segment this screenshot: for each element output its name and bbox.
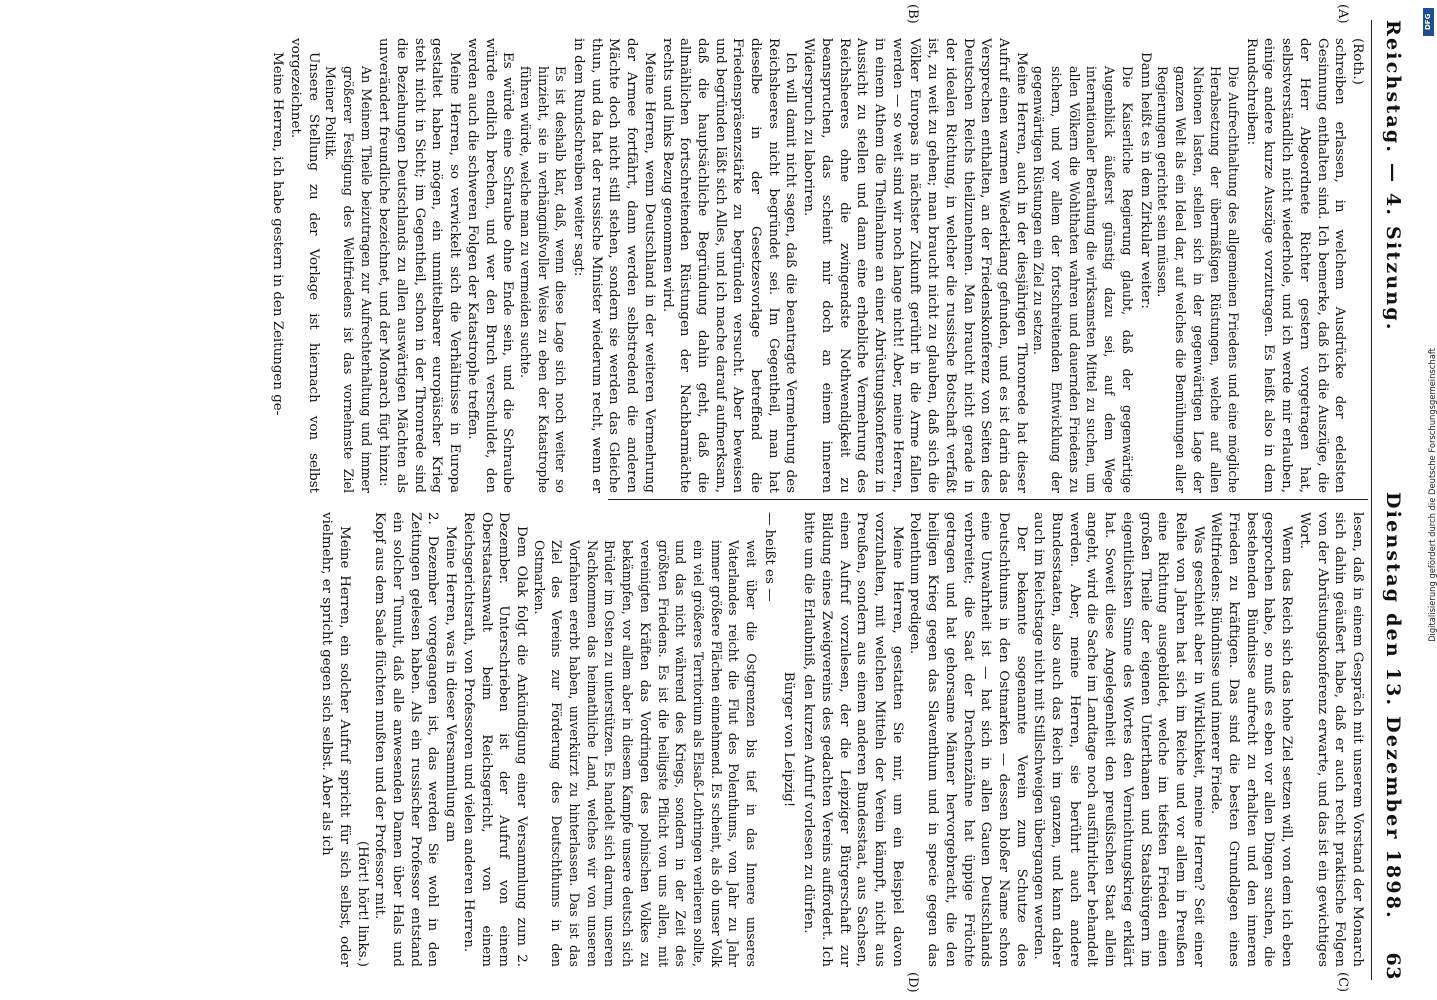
paragraph: Was geschieht aber in Wirklichkeit, meine Herren? Seit einer Reihe von Jahren hat sich im Reiche und vor allem in Preußen eine Richtung ausgebildet, welche im tiefsten Frieden einen großen Theile der eigenen Unterthanen und Staatsbürgern im eigentlichsten Sinne des Wortes den Vernichtungskrieg erklärt hat. Soweit diese Angelegenheit den preußischen Staat allein angeht, wird die Sache im Landtage noch ausführlicher behandelt werden. Aber, meine Herren, sie berührt auch andere Bundesstaaten, also auch das Reich im ganzen, und kann daher auch im Reichstage nicht mit Stillschweigen übergangen werden. (1031, 512, 1206, 967)
quote-heading: Bürger von Leipzig! (781, 671, 797, 808)
paragraph: Dann heißt es in dem Zirkular weiter: (1137, 52, 1153, 309)
paragraph: schreiben erlassen, in welchem Ausdrücke der edelsten Gesinnung enthalten sind. Ich bemerke, daß ich die Auszüge, die der Herr Abgeordnete Richter gestern vorgetragen hat, selbstverständlich nicht wiederhole, und ich werde mir erlauben, einige andere kurze Auszüge vorzutragen. Es heißt also in dem Rundschreiben: (1243, 38, 1348, 493)
paragraph: Meine Herren, ich habe gestern in den Zeitungen ge- (270, 52, 286, 416)
header-rule (1371, 20, 1372, 980)
quotation: An Meinem Theile beizutragen zur Aufrechterhaltung und immer größerer Festigung des Weltfriedens ist das vornehmste Ziel Meiner Politik. (323, 66, 374, 493)
paragraph: Meine Herren, wenn Deutschland in der weiteren Vermehrung der Armee fortfährt, dann werden selbstredend die anderen Mächte doch nicht still stehen, sondern sie werden das Gleiche thun, und da hat der russische Minister wiederum recht, wenn er in dem Rundschreiben weiter sagt: (571, 38, 657, 493)
margin-mark-b: (B) (905, 4, 920, 24)
column-divider (608, 499, 1368, 500)
paragraph: Meine Herren, so verwickelt sich die Verhältnisse in Europa gestaltet haben mögen, ein unmittelbarer europäischer Krieg steht nicht in Sicht; im Gegentheil, schon in der Thronrede sind die Beziehungen Deutschlands zu allen auswärtigen Mächten als unverändert freundliche bezeichnet, und der Monarch fügt hinzu: (376, 38, 463, 493)
left-column (268, 38, 1366, 493)
quotation: Die Kaiserliche Regierung glaubt, daß der gegenwärtige Augenblick äußerst günstig dazu sei, auf dem Wege internationaler Berathung die wirksamsten Mittel zu suchen, um allen Völkern die Wohlthaten wahren und dauernden Friedens zu sichern, und vor allem der fortschreitenden Entwicklung der gegenwärtigen Rüstungen ein Ziel zu setzen. (1031, 66, 1135, 493)
quotation: Die Aufrechthaltung des allgemeinen Friedens und eine mögliche Herabsetzung der übermäßigen Rüstungen, welche auf allen Nationen lasten, stellen sich in der gegenwärtigen Lage der ganzen Welt als ein Ideal dar, auf welches die Bemühungen aller Regierungen gerichtet sein müssen. (1155, 66, 1242, 493)
speaker-label: (Roth.) (1350, 38, 1365, 85)
paragraph: Dem Olak folgt die Ankündigung einer Versammlung zum 2. Dezember. Unterschrieben ist der Aufruf von einem Oberstaatsanwalt beim Reichsgericht, von einem Reichsgerichtsrath, von Professoren und vielen anderen Herren. (460, 512, 529, 967)
paragraph: Ich will damit nicht sagen, daß die beantragte Vermehrung des Reichsheeres nicht begründet sei. Im Gegentheil, man hat dieselbe in der Gesetzesvorlage betreffend die Friedenspräsenzstärke zu begründen versucht. Aber beweisen und begründen läßt sich Alles, und ich mache darauf aufmerksam, daß die hauptsächliche Begründung dahin geht, daß die allmählichen fortschreitenden Rüstungen der Nachbarmächte rechts und links Bezug genommen wird. (659, 38, 799, 493)
interjection: (Hört! hört! links.) (354, 840, 370, 967)
paragraph: Meine Herren, ein solcher Aufruf spricht für sich selbst, oder vielmehr, er spricht gegen sich selbst. Aber als ich (319, 512, 352, 967)
page-header (1372, 20, 1412, 980)
dfg-logo: DFG (1423, 8, 1434, 36)
margin-mark-c: (C) (1335, 972, 1350, 993)
paragraph: — heißt es — (761, 512, 777, 602)
quotation: Es ist deshalb klar, daß, wenn diese Lage sich noch weiter so hinzieht, sie in verhängnißvoller Weise zu eben der Katastrophe führen würde, welche man zu vermeiden suchte. (517, 66, 569, 493)
paragraph: Wenn das Reich sich das hohe Ziel setzen will, von dem ich eben gesprochen habe, so muß es eben vor allen Dingen suchen, die bestehenden Bündnisse aufrecht zu erhalten und den inneren Frieden zu kräftigen. Das sind die besten Grundlagen eines Weltfriedens: Bündnisse und innerer Friede. (1208, 512, 1295, 967)
right-column (318, 512, 1366, 967)
header-date: Dienstag den 13. Dezember 1898. (1382, 492, 1404, 920)
paragraph: Der bekannte sogenannte Verein zum Schutze des Deutschthums in den Ostmarken — dessen bloßer Name schon eine Unwahrheit ist — hat sich in allen Gauen Deutschlands verbreitet; die Saat der Drachenzähne hat üppige Früchte getragen und hat gehorsame Männer hervorgebracht, die den heiligen Krieg gegen das Slaventhum und in specie gegen das Polenthum predigen. (907, 512, 1029, 967)
paragraph: Meine Herren, was in dieser Versammlung am (443, 526, 459, 843)
digitization-note (1424, 0, 1437, 1000)
margin-mark-a: (A) (1335, 4, 1350, 24)
paragraph: Es würde eine Schraube ohne Ende sein, und die Schraube würde endlich brechen, und wer den Bruch verschuldet, den werden auch die schweren Folgen der Katastrophe treffen. (464, 38, 516, 493)
paragraph: lesen, daß in einem Gespräch mit unserem Vorstand der Monarch sich dahin geäußert habe, daß er auch recht praktische Folgen von der Abrüstungskonferenz erwarte, und das ist ein gewichtiges Wort. (1296, 512, 1365, 967)
margin-mark-d: (D) (905, 972, 920, 993)
paragraph: Unsere Stellung zu der Vorlage ist hiernach von selbst vorgezeichnet. (287, 38, 321, 493)
quotation: weit über die Ostgrenzen bis tief in das Innere unseres Vaterlandes reicht die Flut des Polenthums, von Jahr zu Jahr immer größere Flächen einnehmend. Es scheint, als ob unser Volk ein viel größeres Territorium als Elsaß-Lothringen verlieren sollte, und das nicht während des Kriegs, sondern in der Zeit des größten Friedens. Es ist die heiligste Pflicht von uns allen, mit vereinigten Kräften das Vordringen des polnischen Volkes zu bekämpfen, vor allem aber in diesem Kampfe unsere deutsch sich Brüder im Osten zu unterstützen. Es handelt sich darum, unseren Nachkommen das heimathliche Land, welches wir von unseren Vorfahren ererbt haben, unverkürzt zu hinterlassen. Das ist das Ziel des Vereins zur Förderung des Deutschthums in den Ostmarken. (531, 540, 760, 967)
page-number: 63 (1382, 952, 1404, 980)
paragraph: Meine Herren, gestatten Sie mir, um ein Beispiel davon vorzuhalten, mit welchen Mitteln der Verein kämpft, nicht aus Preußen, sondern aus einem anderen Bundesstaat, aus Sachsen, einen Aufruf vorzulesen, der die Leipziger Bürgerschaft zur Bildung eines Zweigvereins des gedachten Vereins auffordert. Ich bitte um die Erlaubniß, den kurzen Aufruf vorlesen zu dürfen. (801, 512, 905, 967)
digitization-note-text: Digitalisierung gefördert durch die Deutsche Forschungsgemeinschaft (1427, 348, 1437, 642)
header-session: Reichstag. — 4. Sitzung. (1382, 20, 1404, 332)
paragraph: Meine Herren, auch in der diesjährigen Thronrede hat dieser Aufruf einen warmen Wiederklang gefunden, und es ist darin das Versprechen enthalten, an der Friedenskonferenz von Seiten des Deutschen Reichs theilzunehmen. Man braucht nicht gerade in der idealen Richtung, in welcher die russische Botschaft verfaßt ist, zu weit zu gehen; man braucht nicht zu glauben, daß sich die Völker Europas in nächster Zukunft gerührt in die Arme fallen werden — so weit sind wir noch lange nicht! Aber, meine Herren, in einem Athem die Theilnahme an einer Abrüstungskonferenz in Aussicht zu stellen und dann eine erhebliche Vermehrung des Reichsheeres ohne die zwingendste Nothwendigkeit zu beanspruchen, das scheint mir doch an einem inneren Widerspruch zu laboriren. (801, 38, 1029, 493)
paragraph: 2. Dezember vorgegangen ist, das werden Sie wohl in den Zeitungen gelesen haben. Als ein russischer Professor entstand ein solcher Tumult, daß alle anwesenden Damen über Hals und Kopf aus dem Saale flüchten mußten und der Professor mit. (372, 512, 441, 967)
